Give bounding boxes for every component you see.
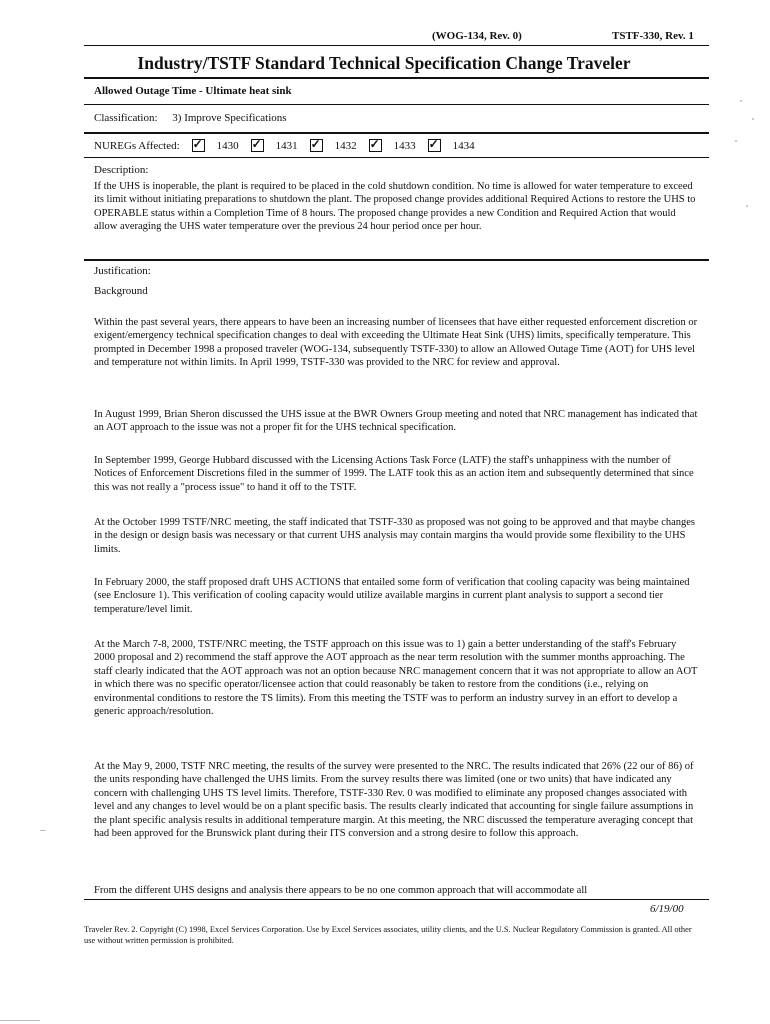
scan-speck: [740, 100, 742, 102]
scan-speck: [735, 140, 737, 142]
tstf-reference: TSTF-330, Rev. 1: [612, 30, 694, 42]
scan-speck: [0, 1020, 40, 1021]
paragraph-5: In February 2000, the staff proposed draft UHS ACTIONS that entailed some form of verification that cooling capacity was being maintained (see Enclosure 1). This verification of cooling capacity would utilize available margins in current plant analysis to support a second tier temperature/level limit.: [94, 577, 690, 615]
paragraph-6: At the March 7-8, 2000, TSTF/NRC meeting, the TSTF approach on this issue was to 1) gain a better understanding of the staff's February 2000 proposal and 2) recommend the staff approve the AOT approach as the near term resolution with the summer months approaching. The staff clearly indicated that the AOT approach was not an option because NRC management concern that it was not appropriate to allow an AOT in which there was no specific operator/licensee action that could reasonably be taken to restore from the conditions (i.e., relying on environmental conditions to restore the TS limits). From this meeting the TSTF was to perform an industry survey in an effort to develop a generic approach/resolution.: [94, 639, 698, 718]
nureg-1430-checkbox: [192, 139, 205, 152]
top-rule: [84, 45, 709, 46]
paragraph-4: At the October 1999 TSTF/NRC meeting, the staff indicated that TSTF-330 as proposed was not going to be approved and that maybe changes in the design or design basis was necessary or that current UHS analysis may contain margins tha would provide some flexibility to the UHS limits.: [94, 517, 696, 555]
description-rule: [84, 259, 709, 261]
nuregs-row: [94, 139, 475, 152]
classification-row: [94, 112, 287, 124]
nureg-1432-checkbox: [310, 139, 323, 152]
footer-copyright: Traveler Rev. 2. Copyright (C) 1998, Excel Services Corporation. Use by Excel Services associates, utility clients, and the U.S. Nuclear Regulatory Commission is granted. All other use without written permission is prohibited.: [84, 925, 692, 945]
nureg-1430: 1430: [216, 139, 239, 152]
paragraph-3: In September 1999, George Hubbard discussed with the Licensing Actions Task Force (LATF) the staff's unhappiness with the number of Notices of Enforcement Discretions filed in the summer of 1999. The LATF took this as an action item and subsequently determined that since this was not really a "process issue" to hand it off to the TSTF.: [94, 455, 694, 493]
wog-reference: (WOG-134, Rev. 0): [432, 30, 522, 42]
description-label: Description:: [94, 164, 149, 176]
nureg-1434: 1434: [452, 139, 475, 152]
classification-value: 3) Improve Specifications: [172, 112, 287, 124]
title-rule: [84, 77, 709, 79]
nureg-1431: 1431: [275, 139, 298, 152]
nuregs-label: NUREGs Affected:: [94, 139, 180, 152]
nureg-1434-checkbox: [428, 139, 441, 152]
paragraph-7: At the May 9, 2000, TSTF NRC meeting, the results of the survey were presented to the NRC. The results indicated that 26% (22 our of 86) of the units responding have challenged the UHS limits. From the survey results there was limited (one or two units) that have indicated any concern with challenging UHS TS level limits. Therefore, TSTF-330 Rev. 0 was modified to eliminate any proposed changes associated with level and any changes to level would be on a plant specific basis. The results clearly indicated that accounting for single failure assumptions in the plant specific analysis results in additional temperature margin. At this meeting, the NRC discussed the temperature averaging concept that had been approved for the Brunswick plant during their ITS conversion and a strong desire to follow this approach.: [94, 761, 694, 840]
nureg-1433-checkbox: [369, 139, 382, 152]
paragraph-8: From the different UHS designs and analysis there appears to be no one common approach that will accommodate all: [94, 885, 588, 896]
subject-rule: [84, 104, 709, 105]
footer-rule: [84, 899, 709, 900]
scan-speck: [40, 830, 46, 831]
nuregs-rule: [84, 157, 709, 158]
classification-label: Classification:: [94, 112, 158, 124]
background-heading: Background: [94, 285, 148, 297]
nureg-1431-checkbox: [251, 139, 264, 152]
scan-speck: [752, 118, 754, 120]
nureg-1432: 1432: [334, 139, 357, 152]
subject-line: Allowed Outage Time - Ultimate heat sink: [94, 85, 292, 97]
nureg-1433: 1433: [393, 139, 416, 152]
justification-label: Justification:: [94, 265, 151, 277]
footer-date: 6/19/00: [650, 903, 684, 915]
classification-rule: [84, 132, 709, 134]
scan-speck: [746, 205, 748, 207]
paragraph-1: Within the past several years, there appears to have been an increasing number of licensees that have either requested enforcement discretion or exigent/emergency technical specification changes to deal with exceeding the Ultimate Heat Sink (UHS) limits, specifically temperature. This prompted in December 1998 a proposed traveler (WOG-134, subsequently TSTF-330) to allow an Allowed Outage Time (AOT) for UHS level and temperature not within limits. In April 1999, TSTF-330 was provided to the NRC for review and approval.: [94, 317, 698, 369]
paragraph-2: In August 1999, Brian Sheron discussed the UHS issue at the BWR Owners Group meeting and noted that NRC management has indicated that an AOT approach to the issue was not a proper fit for the UHS technical specification.: [94, 409, 698, 434]
page-title: Industry/TSTF Standard Technical Specification Change Traveler: [137, 53, 631, 73]
description-text: If the UHS is inoperable, the plant is required to be placed in the cold shutdown condition. No time is allowed for water temperature to exceed its limit without initiating preparations to shutdown the plant. The proposed change provides additional Required Actions to restore the UHS to OPERABLE status within a Completion Time of 8 hours. The proposed change provides a new Condition and Required Action that would allow averaging the UHS water temperature over the previous 24 hour period once per hour.: [94, 181, 696, 233]
